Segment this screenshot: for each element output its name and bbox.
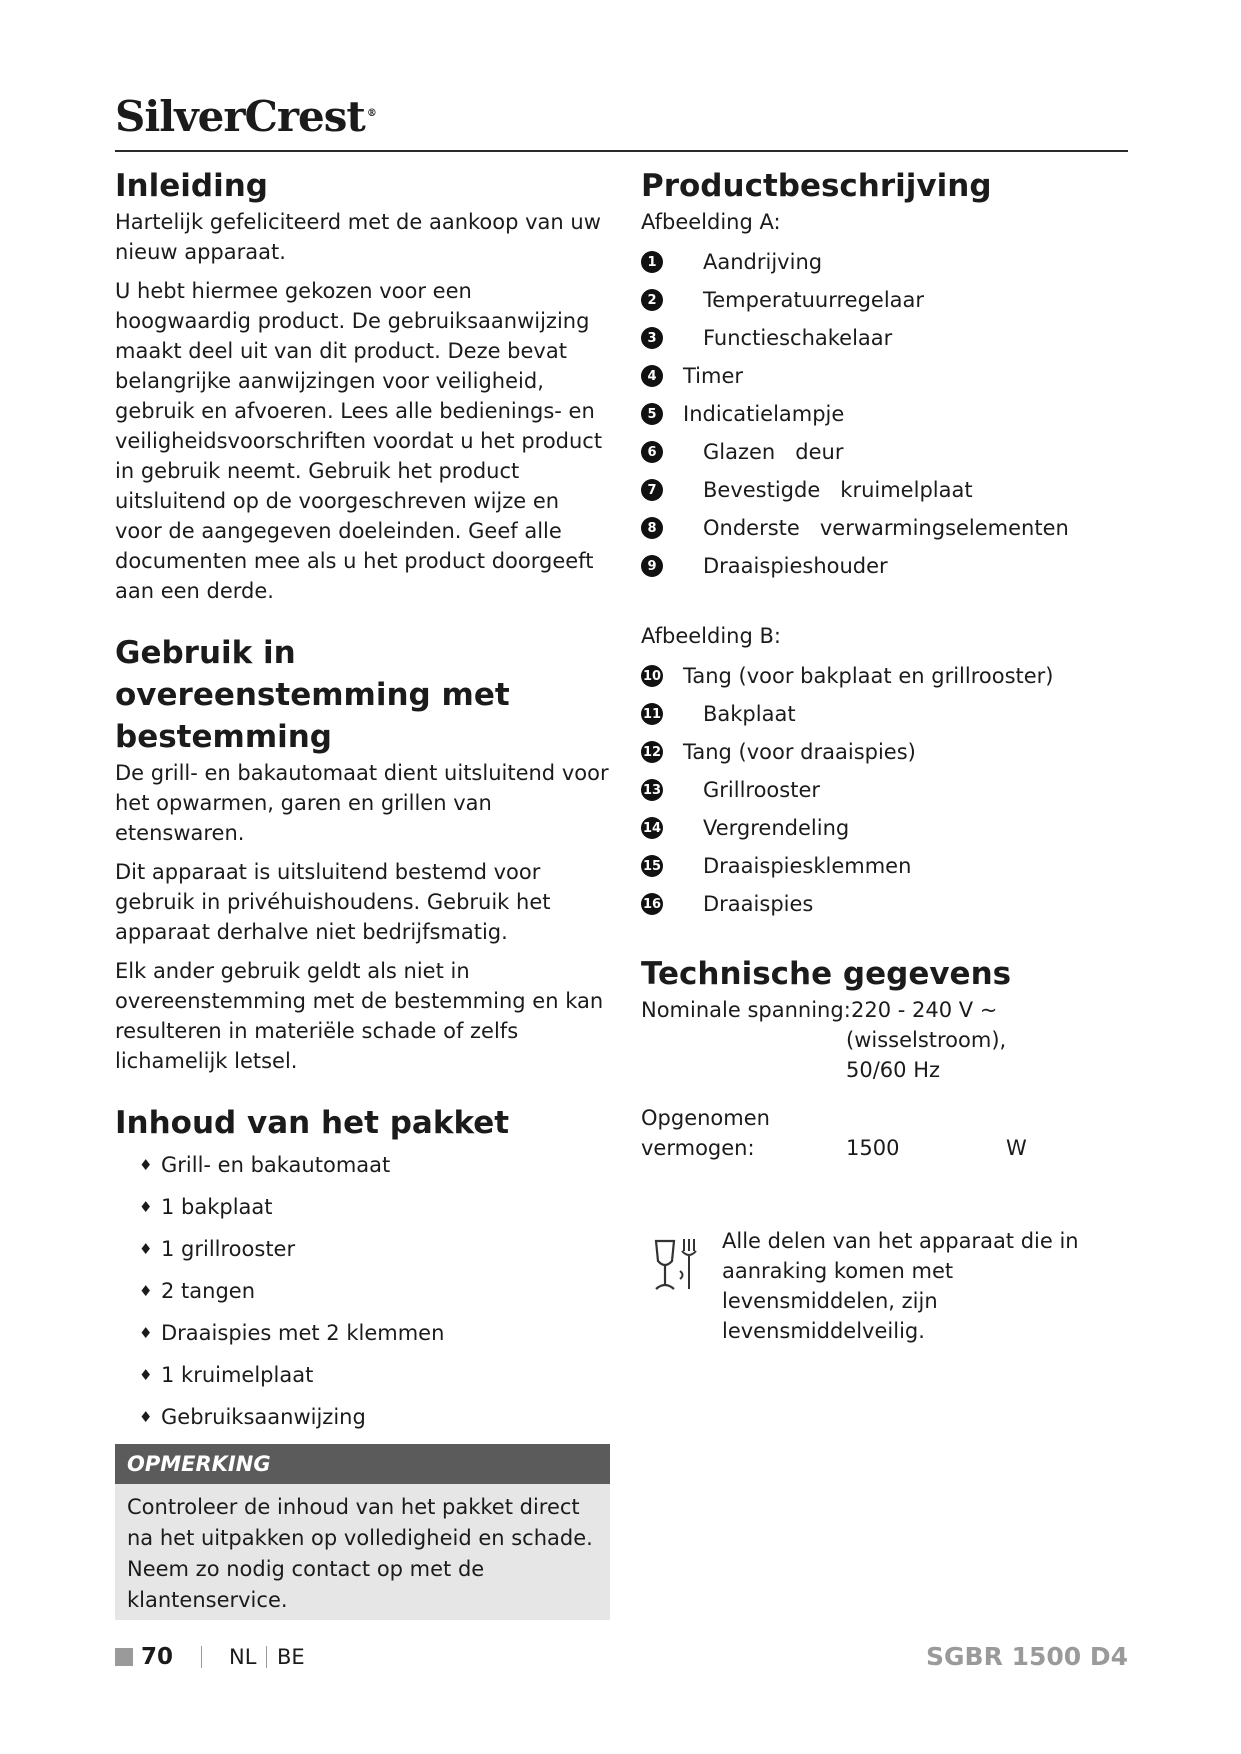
- number-badge-icon: 1: [641, 251, 663, 273]
- page-footer: [115, 1640, 1128, 1674]
- list-item: 6 Glazen deur: [641, 433, 1128, 471]
- tech-data-title: Technische gegevens: [641, 956, 1012, 992]
- figure-a-label: Afbeelding A:: [641, 210, 781, 234]
- model-number: SGBR 1500 D4: [926, 1642, 1128, 1671]
- number-badge-icon: 9: [641, 555, 663, 577]
- silvercrest-logo: SilverCrest ®: [115, 92, 376, 141]
- spec-voltage: [641, 995, 1128, 1091]
- number-badge-icon: 5: [641, 403, 663, 425]
- spec-voltage-type: (wisselstroom),: [846, 1028, 1007, 1052]
- contents-title: Inhoud van het pakket: [115, 1105, 510, 1141]
- page-number: 70: [141, 1644, 174, 1670]
- spec-voltage-label: Nominale spanning:: [641, 998, 851, 1022]
- number-badge-icon: 11: [641, 703, 663, 725]
- note-box: [115, 1444, 610, 1620]
- intended-use-paragraph-2: Dit apparaat is uitsluitend bestemd voor gebruik in privéhuishoudens. Gebruik het apparaat derhalve niet bedrijfsmatig.: [115, 860, 551, 944]
- list-item: 1 Aandrijving: [641, 243, 1128, 281]
- note-text: Controleer de inhoud van het pakket direct na het uitpakken op volledigheid en schade. Neem zo nodig contact op met de klantenservice.: [127, 1495, 593, 1612]
- list-item: 14 Vergrendeling: [642, 816, 850, 840]
- list-item: 2 Temperatuurregelaar: [641, 281, 1128, 319]
- list-item: ♦ 2 tangen: [139, 1276, 610, 1306]
- spec-power-label-line2: vermogen:: [641, 1136, 755, 1160]
- footer-divider: [201, 1646, 202, 1668]
- spec-voltage-value: 220 - 240 V ~: [851, 998, 998, 1022]
- intro-paragraph-2: U hebt hiermee gekozen voor een hoogwaardig product. De gebruiksaanwijzing maakt deel uit van dit product. Deze bevat belangrijke aanwijzingen voor veiligheid, gebruik en afvoeren. Lees alle bedienings- en veiligheidsvoorschriften voordat u het product in gebruik neemt. Gebruik het product uitsluitend op de voorgeschreven wijze en voor de aangegeven doeleinden. Geef alle documenten mee als u het product doorgeeft aan een derde.: [115, 279, 603, 603]
- spec-power-label-line1: Opgenomen: [641, 1106, 770, 1130]
- intended-use-title: Gebruik in overeenstemming met bestemming: [115, 635, 510, 755]
- footer-square-icon: [115, 1648, 133, 1666]
- list-item: 4 Timer: [641, 357, 1128, 395]
- number-badge-icon: 8: [641, 517, 663, 539]
- list-item: 13 Grillrooster: [642, 778, 821, 802]
- list-item: ♦ 1 bakplaat: [139, 1192, 610, 1222]
- note-heading: OPMERKING: [115, 1444, 610, 1484]
- diamond-bullet-icon: ♦: [139, 1198, 153, 1216]
- contents-list: [115, 1150, 610, 1432]
- intro-title: Inleiding: [115, 168, 268, 204]
- food-safe-text: Alle delen van het apparaat die in aanraking komen met levensmiddelen, zijn levensmiddelveilig.: [722, 1229, 1079, 1343]
- diamond-bullet-icon: ♦: [139, 1240, 153, 1258]
- list-item: 10 Tang (voor bakplaat en grillrooster): [642, 664, 1054, 688]
- diamond-bullet-icon: ♦: [139, 1408, 153, 1426]
- spec-power: [641, 1103, 1128, 1163]
- spec-power-value: 1500: [846, 1136, 900, 1160]
- intended-use-paragraph-3: Elk ander gebruik geldt als niet in overeenstemming met de bestemming en kan resulteren in materiële schade of zelfs lichamelijk letsel.: [115, 959, 604, 1073]
- list-item: 9 Draaispieshouder: [641, 547, 1128, 585]
- diamond-bullet-icon: ♦: [139, 1366, 153, 1384]
- number-badge-icon: 14: [641, 817, 663, 839]
- footer-divider: [266, 1646, 267, 1668]
- figure-a-parts: [641, 243, 1128, 585]
- list-item: ♦ Gebruiksaanwijzing: [139, 1402, 610, 1432]
- list-item: ♦ 1 kruimelplaat: [139, 1360, 610, 1390]
- number-badge-icon: 10: [641, 665, 663, 687]
- list-item: ♦ Draaispies met 2 klemmen: [139, 1318, 610, 1348]
- diamond-bullet-icon: ♦: [139, 1282, 153, 1300]
- number-badge-icon: 16: [641, 893, 663, 915]
- list-item: 3 Functieschakelaar: [641, 319, 1128, 357]
- right-column: [641, 165, 1128, 1163]
- intro-paragraph-1: Hartelijk gefeliciteerd met de aankoop van uw nieuw apparaat.: [115, 210, 601, 264]
- number-badge-icon: 13: [641, 779, 663, 801]
- list-item: 15 Draaispiesklemmen: [642, 854, 912, 878]
- language-nl: NL: [229, 1645, 257, 1669]
- list-item: ♦ Grill- en bakautomaat: [139, 1150, 610, 1180]
- diamond-bullet-icon: ♦: [139, 1324, 153, 1342]
- number-badge-icon: 15: [641, 855, 663, 877]
- number-badge-icon: 4: [641, 365, 663, 387]
- list-item: 11 Bakplaat: [642, 702, 796, 726]
- diamond-bullet-icon: ♦: [139, 1156, 153, 1174]
- list-item: 8 Onderste verwarmingselementen: [641, 509, 1128, 547]
- header-rule: [115, 150, 1128, 152]
- product-description-title: Productbeschrijving: [641, 168, 992, 204]
- figure-b-label: Afbeelding B:: [641, 624, 781, 648]
- number-badge-icon: 7: [641, 479, 663, 501]
- figure-b-parts: [641, 657, 1128, 923]
- list-item: 7 Bevestigde kruimelplaat: [641, 471, 1128, 509]
- number-badge-icon: 3: [641, 327, 663, 349]
- intended-use-paragraph-1: De grill- en bakautomaat dient uitsluitend voor het opwarmen, garen en grillen van etenswaren.: [115, 761, 609, 845]
- number-badge-icon: 12: [641, 741, 663, 763]
- number-badge-icon: 6: [641, 441, 663, 463]
- list-item: 16 Draaispies: [642, 892, 814, 916]
- left-column: [115, 165, 610, 1620]
- spec-voltage-frequency: 50/60 Hz: [846, 1058, 941, 1082]
- list-item: ♦ 1 grillrooster: [139, 1234, 610, 1264]
- food-safe-icon: [652, 1235, 702, 1295]
- list-item: 5 Indicatielampje: [641, 395, 1128, 433]
- spec-power-unit: W: [1006, 1136, 1027, 1160]
- language-be: BE: [277, 1645, 305, 1669]
- number-badge-icon: 2: [641, 289, 663, 311]
- list-item: 12 Tang (voor draaispies): [642, 740, 916, 764]
